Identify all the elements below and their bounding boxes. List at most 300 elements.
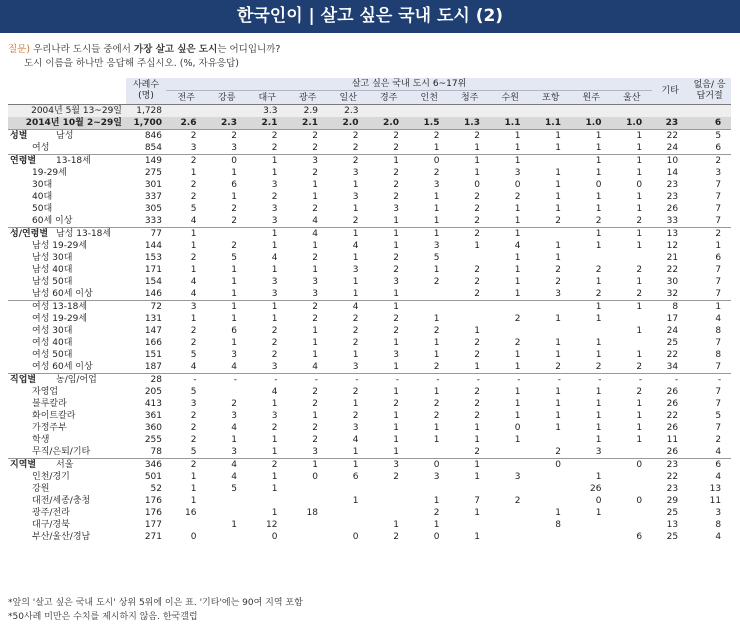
city-value: 2 <box>595 362 602 372</box>
table-row <box>8 179 731 191</box>
city-value: 2 <box>433 362 440 372</box>
row-label-cell <box>8 349 126 361</box>
city-value: 1 <box>555 253 561 263</box>
other-value: 24 <box>666 326 679 336</box>
city-value <box>409 483 450 495</box>
city-value: 1 <box>514 350 521 360</box>
table-row <box>8 155 731 168</box>
city-value: 2 <box>312 423 318 433</box>
other-value: 11 <box>666 435 679 445</box>
city-value: 1 <box>271 241 278 251</box>
city-value: 1 <box>393 289 399 299</box>
row-label-cell <box>8 459 126 472</box>
city-value: 2 <box>312 168 318 178</box>
other-value: 26 <box>666 399 679 409</box>
city-value: 2 <box>409 130 450 143</box>
city-value: 6 <box>231 326 237 336</box>
sample-size: 337 <box>144 192 162 202</box>
city-value: 1 <box>231 265 237 275</box>
none-value: 7 <box>715 216 722 226</box>
other-value: 22 <box>666 265 679 275</box>
city-value: 2.1 <box>247 117 288 130</box>
city-value: 1 <box>231 289 237 299</box>
table-row <box>8 130 731 143</box>
row-label-cell <box>8 495 126 507</box>
city-value: 1 <box>393 338 399 348</box>
city-value: 1 <box>433 143 440 153</box>
row-label: 광주/전라 <box>32 508 70 518</box>
city-value: 1 <box>571 301 612 314</box>
sample-size: 171 <box>144 265 162 275</box>
city-value: 2 <box>474 338 480 348</box>
city-value: 2 <box>247 130 288 143</box>
header-city: 강릉 <box>207 91 248 105</box>
city-value: 2 <box>190 411 197 421</box>
city-value: 1 <box>474 472 480 482</box>
city-value: - <box>571 374 612 387</box>
city-value: 3 <box>393 350 399 360</box>
city-value: 2 <box>555 362 561 372</box>
sample-size: 151 <box>144 350 162 360</box>
city-value: 1 <box>474 362 480 372</box>
city-value: 3 <box>393 204 399 214</box>
city-value: 2 <box>271 326 278 336</box>
city-value: 1 <box>352 204 359 214</box>
city-value <box>207 228 248 241</box>
table-row <box>8 519 731 531</box>
city-value: 1 <box>433 423 440 433</box>
row-label: 대전/세종/충청 <box>32 496 91 506</box>
city-value: 1 <box>514 411 521 421</box>
sample-size: 153 <box>144 253 162 263</box>
city-value: 0 <box>207 155 248 168</box>
city-value: 1 <box>393 216 399 226</box>
row-label: 여성 <box>32 143 50 153</box>
city-value: 5 <box>190 350 197 360</box>
other-value: 25 <box>666 532 679 542</box>
city-value: 1 <box>352 253 359 263</box>
city-value: 1 <box>247 228 288 241</box>
sample-size: 187 <box>144 362 162 372</box>
none-value: 8 <box>715 520 722 530</box>
city-value: 1 <box>555 387 561 397</box>
none-value: - <box>688 374 731 387</box>
header-sample: 사례수 (명) <box>126 78 166 105</box>
none-value: 5 <box>688 130 731 143</box>
city-value: 8 <box>555 520 561 530</box>
city-value: - <box>247 374 288 387</box>
city-value: 2 <box>312 204 318 214</box>
city-value: 2 <box>393 314 399 324</box>
city-value: 2 <box>393 265 399 275</box>
city-value: 1 <box>555 399 561 409</box>
city-value: 2 <box>352 143 359 153</box>
other-value: 21 <box>666 253 679 263</box>
city-value: 1 <box>271 484 278 494</box>
row-group: 성별 <box>10 131 28 141</box>
city-value: 6 <box>231 180 237 190</box>
city-value: 1 <box>490 228 531 241</box>
city-value: 2.3 <box>328 105 369 118</box>
sample-size: 77 <box>126 228 166 241</box>
row-group: 연령별 <box>10 156 37 166</box>
city-value: 4 <box>190 362 197 372</box>
city-value: 2 <box>636 289 643 299</box>
row-label-cell <box>8 105 126 118</box>
city-value: 2 <box>555 216 561 226</box>
other-value: 23 <box>666 484 679 494</box>
city-value <box>207 105 248 118</box>
city-value: 1 <box>393 435 399 445</box>
row-label: 남성 50대 <box>32 277 73 287</box>
sample-size: 255 <box>144 435 162 445</box>
other-value: 23 <box>652 459 688 472</box>
city-value: 1 <box>433 265 440 275</box>
city-value: 3 <box>352 168 359 178</box>
row-label: 서울 <box>56 460 74 470</box>
row-label-cell <box>8 228 126 241</box>
row-label: 대구/경북 <box>32 520 70 530</box>
none-value: 3 <box>715 508 722 518</box>
other-value: 23 <box>652 117 688 130</box>
city-value: 4 <box>190 216 197 226</box>
row-label-cell <box>8 471 126 483</box>
city-value: 1 <box>636 143 643 153</box>
other-value: 26 <box>666 204 679 214</box>
city-value: 2 <box>393 326 399 336</box>
city-value <box>531 531 572 543</box>
city-value: 2 <box>393 143 399 153</box>
none-value: 5 <box>715 411 722 421</box>
city-value: 5 <box>190 204 197 214</box>
row-label-cell <box>8 117 126 130</box>
city-value: 2 <box>474 277 480 287</box>
city-value <box>328 519 369 531</box>
row-label: 남성 60세 이상 <box>32 289 93 299</box>
row-label: 13-18세 <box>56 156 91 166</box>
city-value: 6 <box>352 472 359 482</box>
city-value: 1 <box>595 508 602 518</box>
city-value: 1 <box>166 228 207 241</box>
city-value: 2 <box>207 130 248 143</box>
city-value <box>490 507 531 519</box>
city-value: 2 <box>474 350 480 360</box>
city-value: 3 <box>231 350 237 360</box>
city-value: 1 <box>433 520 440 530</box>
city-value: 1.5 <box>409 117 450 130</box>
none-value <box>688 105 731 118</box>
table-row <box>8 361 731 374</box>
city-value: 4 <box>352 241 359 251</box>
city-value: 3 <box>514 168 521 178</box>
city-value: 1 <box>231 520 237 530</box>
header-city: 청주 <box>450 91 491 105</box>
city-value: 1 <box>595 350 602 360</box>
city-value: 4 <box>271 253 278 263</box>
city-value <box>369 495 410 507</box>
city-value: 2 <box>166 459 207 472</box>
city-value: 1 <box>450 459 491 472</box>
row-label-cell <box>8 361 126 374</box>
city-value: 2 <box>271 143 278 153</box>
city-value: 0 <box>612 459 653 472</box>
city-value <box>612 507 653 519</box>
city-value: 2 <box>433 411 440 421</box>
city-value: 1 <box>271 508 278 518</box>
city-value: 1 <box>555 338 561 348</box>
question-instruction: 도시 이름을 하나만 응답해 주십시오. (%, 자유응답) <box>24 58 239 69</box>
table-row <box>8 313 731 325</box>
row-label-cell <box>8 276 126 288</box>
sample-size: 1,728 <box>126 105 166 118</box>
city-value: 2 <box>352 326 359 336</box>
city-value: 1 <box>433 435 440 445</box>
table-row <box>8 507 731 519</box>
row-label-cell <box>8 386 126 398</box>
city-value: - <box>369 374 410 387</box>
city-value: 2 <box>190 338 197 348</box>
none-value: 6 <box>715 143 722 153</box>
city-value: 1 <box>312 241 318 251</box>
row-label: 농/임/어업 <box>56 375 97 385</box>
city-value: 1 <box>514 253 521 263</box>
sample-size: 301 <box>144 180 162 190</box>
row-label: 60세 이상 <box>32 216 73 226</box>
city-value: 2 <box>474 192 480 202</box>
city-value <box>612 105 653 118</box>
city-value: 1 <box>369 228 410 241</box>
city-value: 2.0 <box>328 117 369 130</box>
city-value: 2 <box>393 192 399 202</box>
city-value: 1 <box>312 411 318 421</box>
city-value: 3 <box>231 411 237 421</box>
city-value: 1 <box>474 326 480 336</box>
city-value: 2 <box>555 447 561 457</box>
table-row <box>8 240 731 252</box>
table-row <box>8 398 731 410</box>
row-label-cell <box>8 434 126 446</box>
city-value: 1.0 <box>612 117 653 130</box>
row-group: 성/연령별 <box>10 229 49 239</box>
city-value: 2 <box>514 496 521 506</box>
city-value: - <box>612 374 653 387</box>
row-label: 화이트칼라 <box>32 411 76 421</box>
city-value: 2 <box>369 130 410 143</box>
city-value: 1 <box>190 314 197 324</box>
city-value: 0 <box>271 532 278 542</box>
city-value <box>571 531 612 543</box>
city-value: 2 <box>393 180 399 190</box>
city-value: 2 <box>450 228 491 241</box>
city-value: 4 <box>514 241 521 251</box>
city-value: 1 <box>555 423 561 433</box>
city-value: 0 <box>474 180 480 190</box>
city-value: 1 <box>612 155 653 168</box>
other-value: 22 <box>666 350 679 360</box>
city-value: 3 <box>555 289 561 299</box>
city-value: 1 <box>636 204 643 214</box>
city-value: - <box>288 374 329 387</box>
city-value: 1.3 <box>450 117 491 130</box>
city-value <box>612 446 653 459</box>
city-value: 2.6 <box>166 117 207 130</box>
sample-size: 501 <box>144 472 162 482</box>
none-value: 7 <box>715 204 722 214</box>
other-value: 33 <box>666 216 679 226</box>
city-value: 2 <box>190 253 197 263</box>
city-value: 1 <box>514 216 521 226</box>
city-value: 1 <box>490 130 531 143</box>
city-value: 4 <box>271 387 278 397</box>
table-row <box>8 434 731 446</box>
row-label-cell <box>8 155 126 168</box>
city-value: 2 <box>474 204 480 214</box>
row-label-cell <box>8 531 126 543</box>
other-value: 23 <box>666 192 679 202</box>
city-value: 3 <box>271 180 278 190</box>
row-label: 남성 40대 <box>32 265 73 275</box>
city-value: 3 <box>190 399 197 409</box>
city-value: 2 <box>231 399 237 409</box>
row-label: 무직/은퇴/기타 <box>32 447 91 457</box>
none-value: 7 <box>715 387 722 397</box>
city-value <box>490 446 531 459</box>
city-value: 1 <box>636 326 643 336</box>
city-value: 1 <box>555 143 561 153</box>
city-value: 1 <box>352 180 359 190</box>
city-value: 1 <box>433 314 440 324</box>
city-value: 4 <box>207 459 248 472</box>
city-value <box>450 483 491 495</box>
city-value <box>450 252 491 264</box>
sample-size: 52 <box>150 484 162 494</box>
city-value: 1 <box>231 168 237 178</box>
row-label-cell <box>8 446 126 459</box>
city-value: 1 <box>636 435 643 445</box>
city-value: 3 <box>393 277 399 287</box>
city-value: 2 <box>271 192 278 202</box>
other-value: 25 <box>666 508 679 518</box>
city-value: 2 <box>393 253 399 263</box>
table-row <box>8 288 731 301</box>
city-value: 3 <box>369 459 410 472</box>
table-row <box>8 410 731 422</box>
other-value: 14 <box>666 168 679 178</box>
row-label-cell <box>8 337 126 349</box>
city-value: 2 <box>352 338 359 348</box>
other-value: - <box>652 374 688 387</box>
city-value <box>207 507 248 519</box>
none-value: 7 <box>715 265 722 275</box>
city-value <box>531 155 572 168</box>
city-value: 1 <box>555 508 561 518</box>
none-value: 4 <box>715 532 722 542</box>
table-row <box>8 191 731 203</box>
city-value: 1 <box>595 168 602 178</box>
city-value: 1 <box>271 447 278 457</box>
city-value: 3 <box>166 301 207 314</box>
row-label: 부산/울산/경남 <box>32 532 91 542</box>
city-value: 1 <box>393 411 399 421</box>
city-value: - <box>531 374 572 387</box>
city-value: 5 <box>433 253 440 263</box>
city-value <box>166 519 207 531</box>
city-value: 1 <box>514 277 521 287</box>
other-value: 26 <box>666 447 679 457</box>
other-value: 8 <box>652 301 688 314</box>
row-label: 50대 <box>32 204 53 214</box>
city-value: 3 <box>271 362 278 372</box>
city-value: 1 <box>312 192 318 202</box>
page-title: 한국인이 | 살고 싶은 국내 도시 (2) <box>0 0 740 33</box>
city-value: 1 <box>555 350 561 360</box>
city-value: 7 <box>474 496 480 506</box>
city-value: 2 <box>312 435 318 445</box>
row-label: 여성 13-18세 <box>32 302 88 312</box>
header-none: 없음/ 응답거절 <box>688 78 731 105</box>
city-value: 2 <box>312 314 318 324</box>
city-value: 1 <box>595 399 602 409</box>
city-value: 2 <box>393 168 399 178</box>
row-label-cell <box>8 301 126 314</box>
city-value: 1 <box>312 350 318 360</box>
city-value: 4 <box>288 228 329 241</box>
city-value: 1 <box>352 277 359 287</box>
city-value: 2 <box>312 253 318 263</box>
city-value: 2 <box>433 277 440 287</box>
city-value: 1 <box>514 362 521 372</box>
none-value: 7 <box>715 192 722 202</box>
city-value: 2 <box>288 130 329 143</box>
sample-size: 360 <box>144 423 162 433</box>
table-row <box>8 215 731 228</box>
city-value: 1 <box>514 143 521 153</box>
city-value: 1 <box>514 204 521 214</box>
row-label: 인천/경기 <box>32 472 70 482</box>
row-group: 지역별 <box>10 460 37 470</box>
city-value: 2 <box>190 192 197 202</box>
none-value: 7 <box>715 277 722 287</box>
sample-size: 361 <box>144 411 162 421</box>
sample-size: 846 <box>126 130 166 143</box>
city-value <box>409 446 450 459</box>
table-row <box>8 167 731 179</box>
sample-size: 1,700 <box>126 117 166 130</box>
city-value: 2 <box>595 265 602 275</box>
city-value: 2 <box>166 130 207 143</box>
row-label-cell <box>8 142 126 155</box>
row-label: 남성 13-18세 <box>56 229 112 239</box>
row-label-cell <box>8 288 126 301</box>
city-value: 1 <box>636 399 643 409</box>
city-value: 2 <box>450 130 491 143</box>
sample-size: 413 <box>144 399 162 409</box>
city-value: 3 <box>231 447 237 457</box>
sample-size: 144 <box>144 241 162 251</box>
city-value: 2 <box>166 155 207 168</box>
sample-size: 146 <box>144 289 162 299</box>
header-city: 경주 <box>369 91 410 105</box>
city-value: 1 <box>433 350 440 360</box>
city-value: 4 <box>231 362 237 372</box>
city-value: 1 <box>369 155 410 168</box>
city-value: - <box>409 374 450 387</box>
none-value: 11 <box>709 496 722 506</box>
row-label: 30대 <box>32 180 53 190</box>
header-city: 일산 <box>328 91 369 105</box>
city-value: 2 <box>231 204 237 214</box>
city-value: 2 <box>312 387 318 397</box>
